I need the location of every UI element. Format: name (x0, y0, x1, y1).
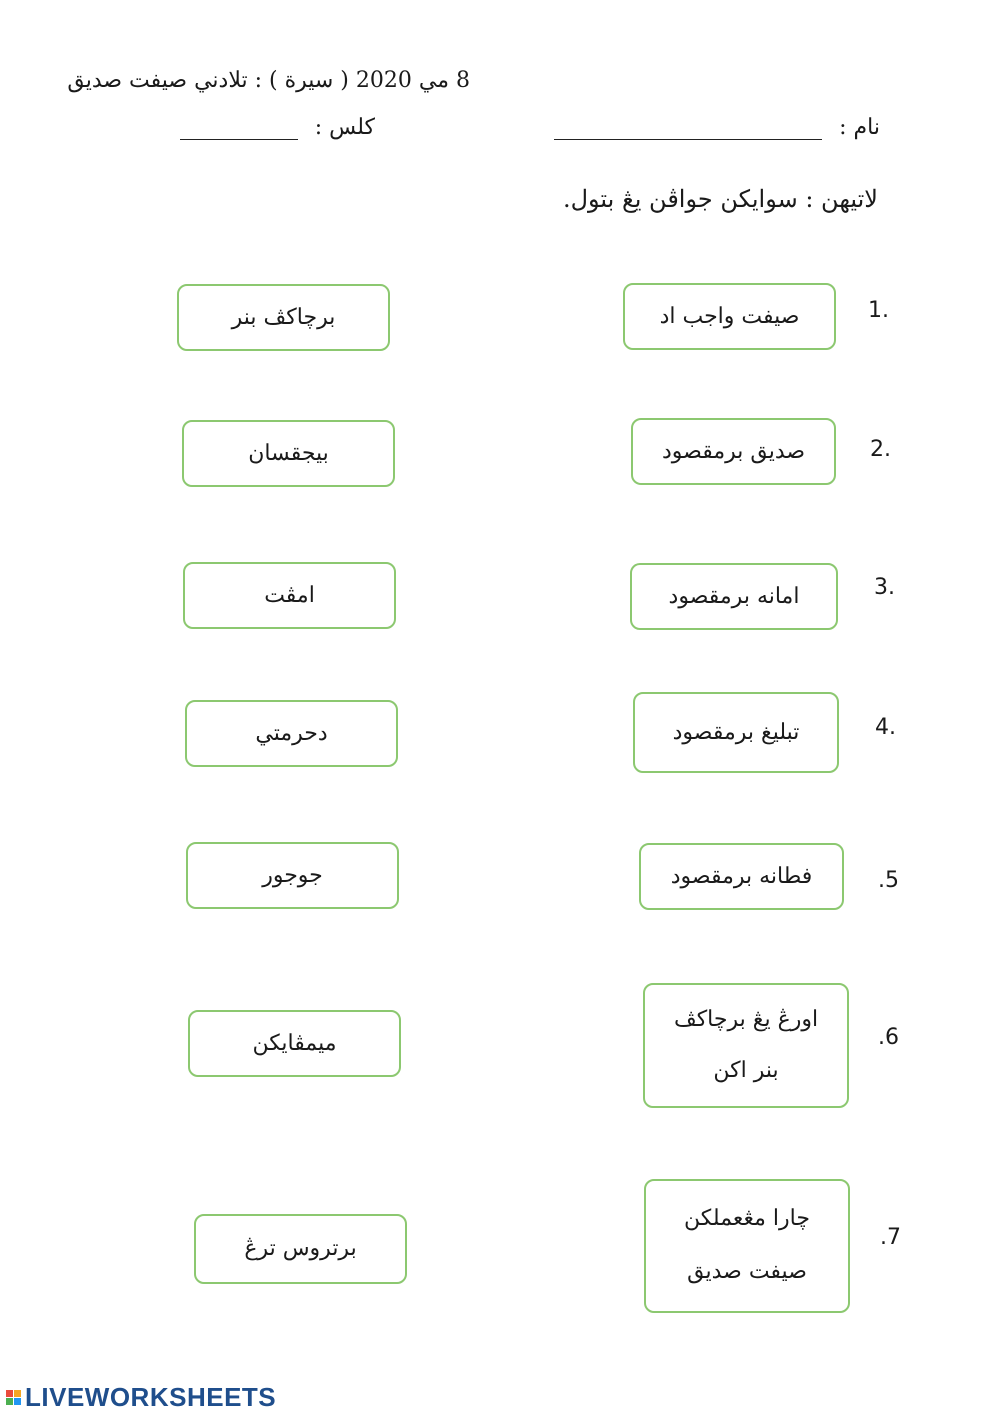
answer-text: جوجور (262, 862, 323, 888)
answer-box-5[interactable] (186, 842, 399, 909)
question-box-4[interactable] (633, 692, 839, 773)
question-text-line-1: اورڠ يڠ برچاكڤ (673, 1006, 819, 1032)
name-field-row (554, 115, 880, 140)
question-text: صيفت واجب اد (659, 303, 800, 329)
logo-mark-icon (6, 1390, 21, 1405)
question-box-2[interactable] (631, 418, 836, 485)
answer-text: برتروس ترڠ (244, 1236, 357, 1262)
question-number-4: 4. (875, 715, 896, 740)
answer-box-4[interactable] (185, 700, 398, 767)
liveworksheets-logo (6, 1382, 276, 1413)
name-label: نام : (839, 115, 880, 140)
class-label: كلس : (314, 115, 375, 140)
answer-box-6[interactable] (188, 1010, 401, 1077)
question-text: تبليغ برمقصود (672, 719, 800, 745)
question-number-5: .5 (878, 868, 899, 893)
name-blank[interactable] (554, 139, 822, 140)
answer-text: امڤت (264, 582, 315, 608)
question-text-line-1: چارا مڠعملكن (684, 1206, 810, 1232)
question-text-line-2: صيفت صديق (687, 1259, 807, 1284)
question-number-6: .6 (878, 1025, 899, 1050)
answer-text: برچاكڤ بنر (231, 304, 336, 330)
question-text: فطانه برمقصود (670, 863, 813, 889)
question-number-2: 2. (870, 437, 891, 462)
question-box-7[interactable] (644, 1179, 850, 1313)
question-box-1[interactable] (623, 283, 836, 350)
question-number-3: 3. (874, 575, 895, 600)
question-text: امانه برمقصود (668, 583, 800, 609)
instruction-text: لاتيهن : سوايكن جواڤن يڠ بتول. (562, 185, 878, 213)
answer-text: بيجقسان (248, 440, 329, 466)
class-field-row (180, 115, 375, 140)
answer-box-1[interactable] (177, 284, 390, 351)
question-number-7: .7 (880, 1225, 901, 1250)
question-text-line-2: بنر اكن (713, 1057, 779, 1083)
question-text: صديق برمقصود (661, 438, 806, 464)
answer-box-7[interactable] (194, 1214, 407, 1284)
question-number-1: 1. (868, 298, 889, 323)
answer-box-3[interactable] (183, 562, 396, 629)
answer-text: ميمڤايكن (252, 1030, 337, 1056)
question-box-3[interactable] (630, 563, 838, 630)
question-box-6[interactable] (643, 983, 849, 1108)
class-blank[interactable] (180, 139, 298, 140)
answer-text: دحرمتي (255, 720, 328, 746)
answer-box-2[interactable] (182, 420, 395, 487)
question-box-5[interactable] (639, 843, 844, 910)
brand-name: LIVEWORKSHEETS (25, 1382, 277, 1412)
worksheet-title: 8 مي 2020 ( سيرة ) : تلادني صيفت صديق (67, 68, 470, 93)
